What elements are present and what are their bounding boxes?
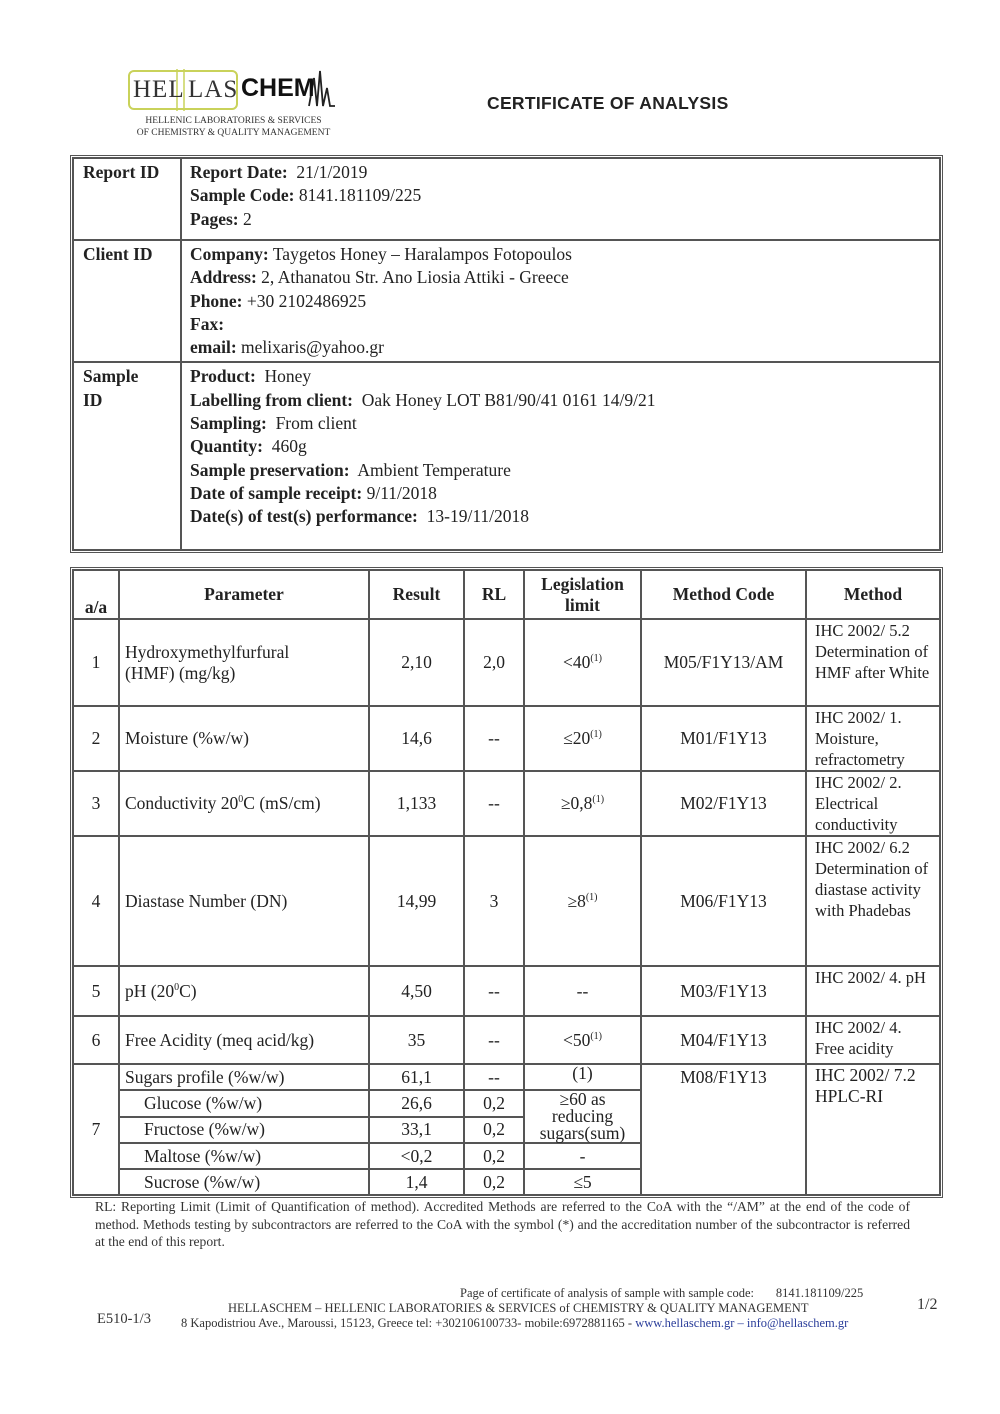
header-method: Method — [806, 570, 940, 619]
header-limit-line2: limit — [565, 594, 600, 615]
table-row — [73, 1016, 940, 1064]
receipt-date-label: Date of sample receipt: — [190, 482, 363, 503]
table-row — [73, 836, 940, 966]
preservation-value: Ambient Temperature — [357, 459, 511, 480]
method-cell: IHC 2002/ 6.2 Determination of diastase activity with Phadebas — [806, 836, 940, 966]
parameter-cell: Sucrose (%w/w) — [119, 1169, 369, 1195]
row-number: 4 — [73, 836, 119, 966]
pages-value: 2 — [242, 208, 252, 229]
report-date-label: Report Date: — [190, 162, 288, 182]
rl-cell: 0,2 — [464, 1169, 524, 1195]
limit-cell — [524, 1016, 641, 1064]
logo-text-chem: CHEM — [241, 74, 315, 102]
parameter-unit: C) — [179, 980, 197, 1001]
email-value: melixaris@yahoo.gr — [241, 337, 384, 358]
method-code-cell: M06/F1Y13 — [641, 836, 806, 966]
result-cell: 4,50 — [369, 966, 464, 1016]
reporting-limit-note: RL: Reporting Limit (Limit of Quantification of method). Accredited Methods are referred to the CoA with the “/AM” at the end of the code of method. Methods testing by subcontractors are referred to the CoA with the symbol (*) and the accreditation number of the subcontractor is referred at the end of this report. — [95, 1199, 910, 1249]
table-row — [73, 706, 940, 771]
row-number: 5 — [73, 966, 119, 1016]
method-code-cell: M05/F1Y13/AM — [641, 619, 806, 706]
results-table — [70, 567, 943, 1198]
limit-cell: - — [524, 1143, 641, 1169]
parameter-unit: C (mS/cm) — [243, 793, 321, 813]
sample-id-label-line1: Sample — [83, 366, 139, 387]
labelling-value: Oak Honey LOT B81/90/41 0161 14/9/21 — [361, 389, 656, 410]
method-code-cell: M01/F1Y13 — [641, 706, 806, 771]
company-value: Taygetos Honey – Haralampos Fotopoulos — [272, 244, 572, 264]
limit-cell: ≥60 as reducing sugars(sum) — [524, 1090, 641, 1143]
sample-id-label — [73, 362, 181, 550]
logo-text-las: LAS — [188, 76, 239, 103]
logo-subtitle — [126, 115, 341, 139]
rl-cell: -- — [464, 771, 524, 836]
results-header-row — [73, 570, 940, 619]
report-id-row — [73, 158, 940, 240]
parameter-cell — [119, 771, 369, 836]
limit-footnote: (1) — [590, 653, 603, 665]
parameter-cell — [119, 966, 369, 1016]
report-id-details — [181, 158, 940, 240]
row-number: 1 — [73, 619, 119, 706]
limit-value: ≤20 — [563, 728, 591, 748]
rl-cell: 0,2 — [464, 1090, 524, 1117]
header-aa: a/a — [73, 570, 119, 619]
method-cell: IHC 2002/ 4. pH — [806, 966, 940, 1016]
limit-cell — [524, 836, 641, 966]
receipt-date-value: 9/11/2018 — [366, 482, 437, 503]
footer-address — [181, 1316, 848, 1331]
rl-cell: 2,0 — [464, 619, 524, 706]
row-number: 7 — [73, 1064, 119, 1195]
document-title: CERTIFICATE OF ANALYSIS — [487, 93, 729, 113]
rl-cell: 3 — [464, 836, 524, 966]
product-value: Honey — [264, 366, 312, 387]
parameter-cell: Maltose (%w/w) — [119, 1143, 369, 1169]
sample-code-value: 8141.181109/225 — [298, 185, 422, 206]
header-result: Result — [369, 570, 464, 619]
quantity-value: 460g — [271, 436, 307, 457]
client-id-label: Client ID — [73, 240, 181, 362]
report-id-label: Report ID — [73, 158, 181, 240]
table-row — [73, 1064, 940, 1090]
header-method-code: Method Code — [641, 570, 806, 619]
result-cell: 14,6 — [369, 706, 464, 771]
parameter-line2: (HMF) (mg/kg) — [125, 662, 236, 683]
row-number: 2 — [73, 706, 119, 771]
limit-cell: -- — [524, 966, 641, 1016]
limit-footnote: (1) — [585, 891, 598, 903]
sampling-value: From client — [275, 413, 357, 434]
parameter-text: pH (20 — [125, 980, 175, 1001]
fax-label: Fax: — [190, 313, 225, 334]
logo-text-hel: HEL — [133, 76, 185, 103]
parameter-cell: Glucose (%w/w) — [119, 1090, 369, 1117]
parameter-cell: Free Acidity (meq acid/kg) — [119, 1016, 369, 1064]
report-date-value: 21/1/2019 — [296, 162, 368, 182]
result-cell: <0,2 — [369, 1143, 464, 1169]
parameter-cell: Diastase Number (DN) — [119, 836, 369, 966]
sample-id-label-line2: ID — [83, 389, 103, 410]
result-cell: 26,6 — [369, 1090, 464, 1117]
result-cell: 35 — [369, 1016, 464, 1064]
table-row — [73, 771, 940, 836]
parameter-line1: Hydroxymethylfurfural — [125, 641, 290, 662]
method-code-cell: M08/F1Y13 — [641, 1064, 806, 1195]
parameter-text: Conductivity 20 — [125, 793, 239, 813]
footer-dash: – — [734, 1316, 747, 1330]
parameter-cell — [119, 619, 369, 706]
company-label: Company: — [190, 244, 269, 264]
header-rl: RL — [464, 570, 524, 619]
pages-label: Pages: — [190, 208, 239, 229]
limit-footnote-cell: (1) — [524, 1064, 641, 1090]
company-logo — [126, 66, 341, 142]
sample-details — [181, 362, 940, 550]
email-label: email: — [190, 337, 237, 358]
preservation-label: Sample preservation: — [190, 459, 350, 480]
limit-cell: ≤5 — [524, 1169, 641, 1195]
result-cell: 33,1 — [369, 1117, 464, 1144]
sample-code-label: Sample Code: — [190, 185, 295, 206]
row-number: 3 — [73, 771, 119, 836]
method-cell: IHC 2002/ 7.2 HPLC-RI — [806, 1064, 940, 1195]
rl-cell: 0,2 — [464, 1117, 524, 1144]
client-id-row — [73, 240, 940, 362]
rl-cell: 0,2 — [464, 1143, 524, 1169]
parameter-cell: Fructose (%w/w) — [119, 1117, 369, 1144]
logo-subtitle-line1: HELLENIC LABORATORIES & SERVICES — [145, 116, 322, 126]
result-cell: 2,10 — [369, 619, 464, 706]
rl-cell: -- — [464, 966, 524, 1016]
footer-page-number: 1/2 — [917, 1296, 938, 1313]
header-limit-line1: Legislation — [541, 573, 624, 594]
table-row — [73, 619, 940, 706]
result-cell: 14,99 — [369, 836, 464, 966]
labelling-label: Labelling from client: — [190, 389, 353, 410]
method-code-cell: M03/F1Y13 — [641, 966, 806, 1016]
parameter-cell: Moisture (%w/w) — [119, 706, 369, 771]
phone-value: +30 2102486925 — [246, 290, 367, 311]
client-details — [181, 240, 940, 362]
rl-cell: -- — [464, 1064, 524, 1090]
header-parameter: Parameter — [119, 570, 369, 619]
parameter-cell: Sugars profile (%w/w) — [119, 1064, 369, 1090]
rl-cell: -- — [464, 1016, 524, 1064]
footer-lab-name: HELLASCHEM – HELLENIC LABORATORIES & SERVICES of CHEMISTRY & QUALITY MANAGEMENT — [228, 1301, 809, 1315]
test-date-value: 13-19/11/2018 — [426, 506, 530, 527]
result-cell: 1,133 — [369, 771, 464, 836]
phone-label: Phone: — [190, 290, 243, 311]
method-cell: IHC 2002/ 5.2 Determination of HMF after White — [806, 619, 940, 706]
limit-cell — [524, 619, 641, 706]
limit-value: <50 — [562, 1029, 591, 1050]
quantity-label: Quantity: — [190, 436, 263, 457]
limit-cell — [524, 706, 641, 771]
method-cell: IHC 2002/ 4. Free acidity — [806, 1016, 940, 1064]
address-label: Address: — [190, 267, 257, 288]
limit-footnote: (1) — [590, 1030, 603, 1042]
address-value: 2, Athanatou Str. Ano Liosia Attiki - Greece — [261, 267, 569, 288]
product-label: Product: — [190, 366, 256, 387]
result-cell: 61,1 — [369, 1064, 464, 1090]
test-date-label: Date(s) of test(s) performance: — [190, 506, 418, 527]
footer-page-of: Page of certificate of analysis of sample with sample code: 8141.181109/225 — [460, 1286, 864, 1300]
sample-id-row — [73, 362, 940, 550]
footer-address-text: 8 Kapodistriou Ave., Maroussi, 15123, Greece tel: +302106100733- mobile:6972881165 - — [181, 1316, 636, 1330]
degree-sup: 0 — [174, 981, 180, 993]
degree-sup: 0 — [238, 794, 244, 806]
logo-subtitle-line2: OF CHEMISTRY & QUALITY MANAGEMENT — [136, 128, 331, 138]
method-code-cell: M04/F1Y13 — [641, 1016, 806, 1064]
rl-cell: -- — [464, 706, 524, 771]
limit-footnote: (1) — [590, 729, 602, 741]
footer-email-link[interactable]: info@hellaschem.gr — [746, 1316, 849, 1330]
table-row — [73, 966, 940, 1016]
limit-value: ≥0,8 — [560, 793, 593, 813]
limit-footnote: (1) — [592, 794, 605, 806]
report-info-table — [70, 155, 943, 553]
method-cell: IHC 2002/ 2. Electrical conductivity — [806, 771, 940, 836]
limit-value: <40 — [562, 652, 591, 672]
sampling-label: Sampling: — [190, 413, 267, 434]
method-cell: IHC 2002/ 1. Moisture, refractometry — [806, 706, 940, 771]
result-cell: 1,4 — [369, 1169, 464, 1195]
limit-value: ≥8 — [567, 890, 586, 911]
footer-form-code: E510-1/3 — [97, 1311, 151, 1327]
limit-cell — [524, 771, 641, 836]
row-number: 6 — [73, 1016, 119, 1064]
method-code-cell: M02/F1Y13 — [641, 771, 806, 836]
header-limit — [524, 570, 641, 619]
footer-website-link[interactable]: www.hellaschem.gr — [635, 1316, 735, 1330]
